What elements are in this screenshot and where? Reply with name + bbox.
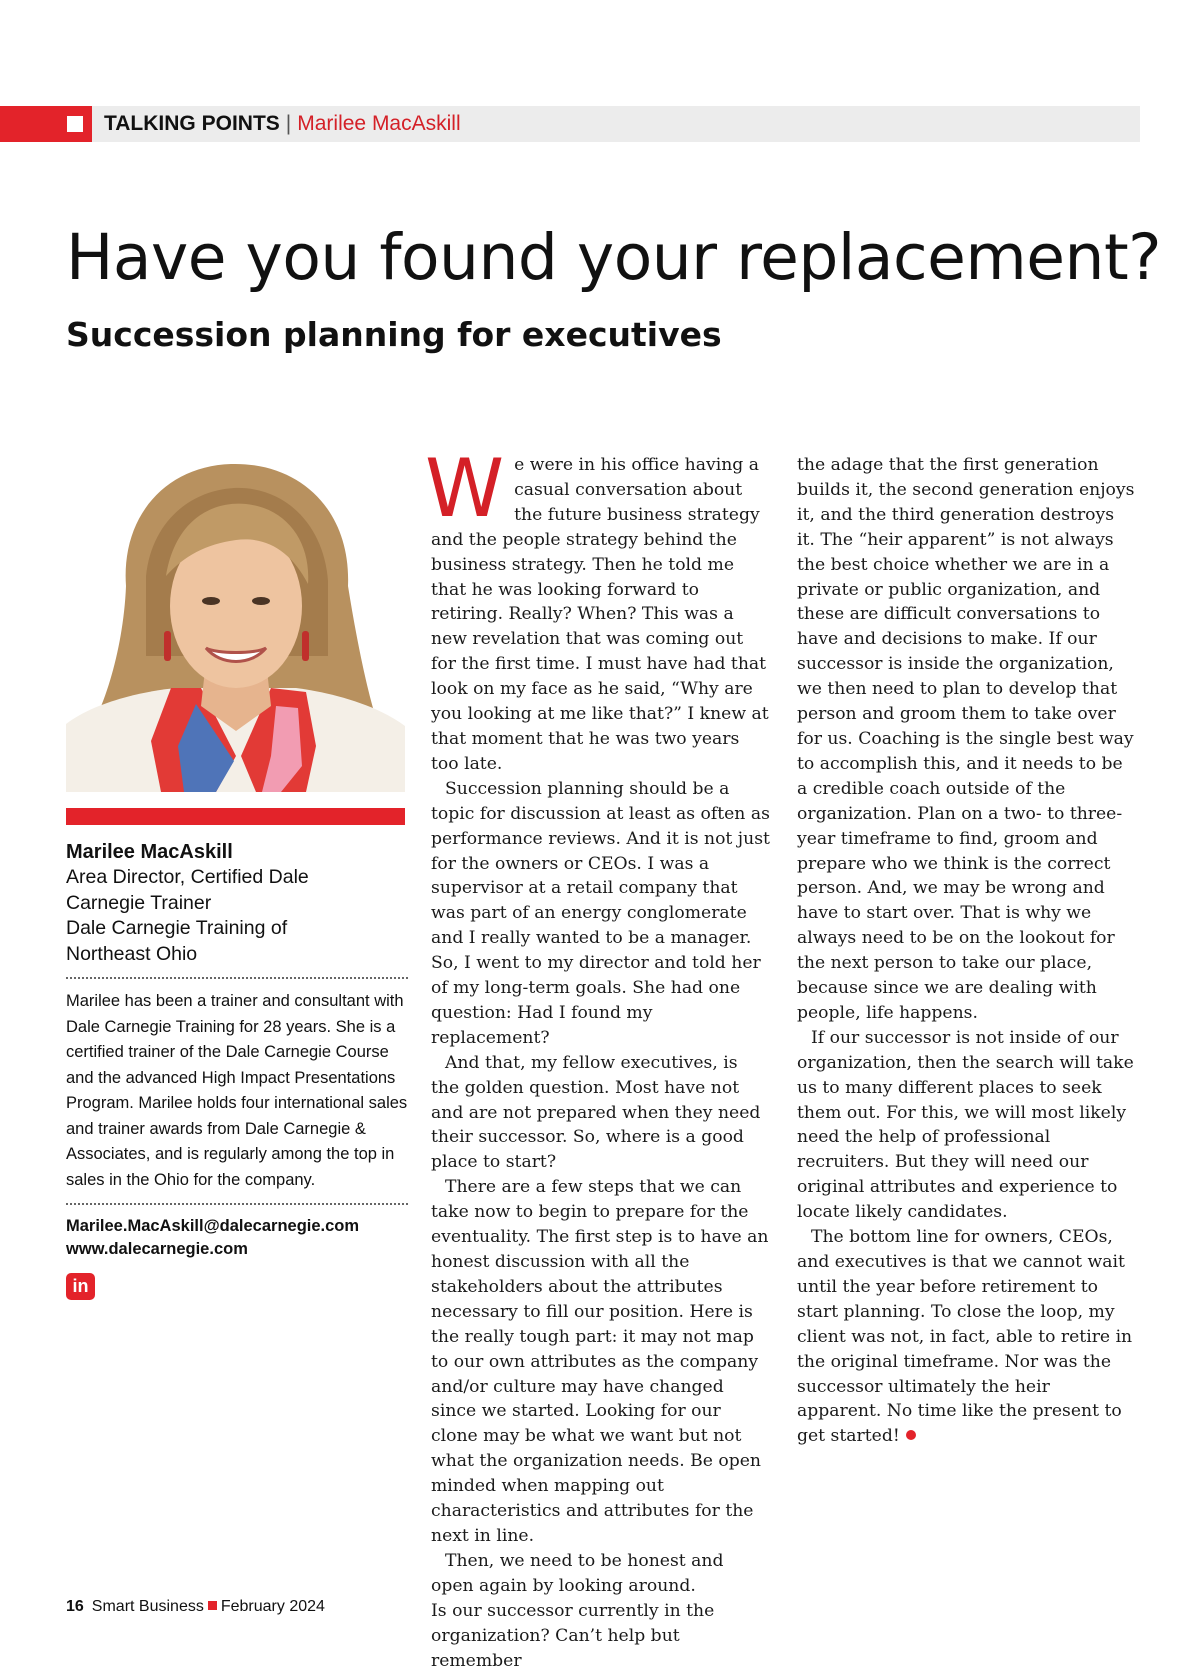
drop-cap: W [425,442,505,535]
bio-title-line: Dale Carnegie Training of [66,917,288,939]
email-link[interactable]: Marilee.MacAskill@dalecarnegie.com [66,1217,360,1235]
first-paragraph-text: e were in his office having a casual conversation about the future business strategy and the people strategy behind the business strategy. Then he told me that he was looking forward to retiring. Really? When? This was a new revelation that was coming out for the first time. I must have had that look on my face as he said, “Why are you looking at me like that?” I knew at that moment that he was two years too late. [431,455,769,774]
header-accent-block [0,106,92,142]
author-photo [66,456,405,792]
issue-date: February 2024 [220,1598,325,1615]
article-paragraph: Is our successor currently in the organization? Can’t help but remember [431,1600,715,1671]
bio-title-line: Area Director, Certified Dale [66,866,309,888]
website-link[interactable]: www.dalecarnegie.com [66,1240,248,1258]
bio-title-line: Carnegie Trainer [66,891,212,914]
end-mark-icon [906,1430,916,1440]
dotted-divider [66,1203,408,1205]
article-paragraph [425,442,771,777]
bio-description: Marilee has been a trainer and consultant with Dale Carnegie Training for 28 years. She is a certified trainer of the Dale Carnegie Course and the advanced High Impact Presentations Program. Marilee holds four international sales and trainer awards from Dale Carnegie & Associates, and is regularly among the top in sales in the Ohio for the company. [66,992,408,1189]
article-paragraph: Succession planning should be a topic for discussion at least as often as performance reviews. And it is not just for the owners or CEOs. I was a supervisor at a retail company that was part of an energy conglomerate and I really wanted to be a manager. So, I went to my director and told her of my long-term goals. She had one question: Had I found my replacement? [431,778,770,1048]
article-paragraph: And that, my fellow executives, is the golden question. Most have not and are not prepared when they need their successor. So, where is a good place to start? [431,1052,761,1173]
header-bar [0,106,1140,142]
page-number: 16 [66,1598,84,1615]
author-bio [66,840,408,1300]
article-column-1 [425,442,771,1673]
article-paragraph: If our successor is not inside of our organization, then the search will take us to many different places to seek them out. For this, we will most likely need the help of professional recruiters. But they will need our original attributes and experience to locate likely candidates. [797,1027,1134,1223]
article-subheadline: Succession planning for executives [66,315,722,354]
bio-title-line: Northeast Ohio [66,942,198,965]
header-separator: | [285,112,292,135]
article-paragraph: the adage that the first generation builds it, the second generation enjoys it, and the third generation destroys it. The “heir apparent” is not always the best choice whether we are in a private or public organization, and these are difficult conversations to have and decisions to make. If our successor is inside the organization, we then need to plan to develop that person and groom them to take over for us. Coaching is the single best way to accomplish this, and it needs to be a credible coach outside of the organization. Plan on a two- to three-year timeframe to find, groom and prepare who we think is the correct person. And, we may be wrong and have to start over. That is why we always need to be on the lookout for the next person to take our place, because since we are dealing with people, life happens. [797,455,1135,1023]
bio-name: Marilee MacAskill [66,841,233,863]
article-headline: Have you found your replacement? [66,221,1162,294]
article-paragraph [797,1225,1137,1449]
publication-name: Smart Business [91,1598,204,1615]
section-label: TALKING POINTS [104,112,280,135]
page-footer [66,1597,325,1617]
closing-paragraph-text: The bottom line for owners, CEOs, and executives is that we cannot wait until the year before retirement to start planning. To close the loop, my client was not, in fact, able to retire in the original timeframe. Nor was the successor ultimately the heir apparent. No time like the present to get started! [797,1227,1133,1447]
header-square-icon [67,116,83,132]
article-paragraph: Then, we need to be honest and open again by looking around. [431,1550,724,1596]
dotted-divider [66,977,408,979]
header-text [104,113,461,135]
footer-square-icon [208,1601,217,1610]
article-paragraph: There are a few steps that we can take now to begin to prepare for the eventuality. The first step is to have an honest discussion with all the stakeholders about the attributes necessary to fill our position. Here is the really tough part: it may not map to our own attributes as the company and/or culture may have changed since we started. Looking for our clone may be what we want but not what the organization needs. Be open minded when mapping out characteristics and attributes for the next in line. [431,1177,769,1546]
header-author: Marilee MacAskill [297,112,461,135]
photo-red-rule [66,808,405,825]
linkedin-icon[interactable]: in [66,1273,95,1300]
article-column-2 [797,453,1137,1449]
